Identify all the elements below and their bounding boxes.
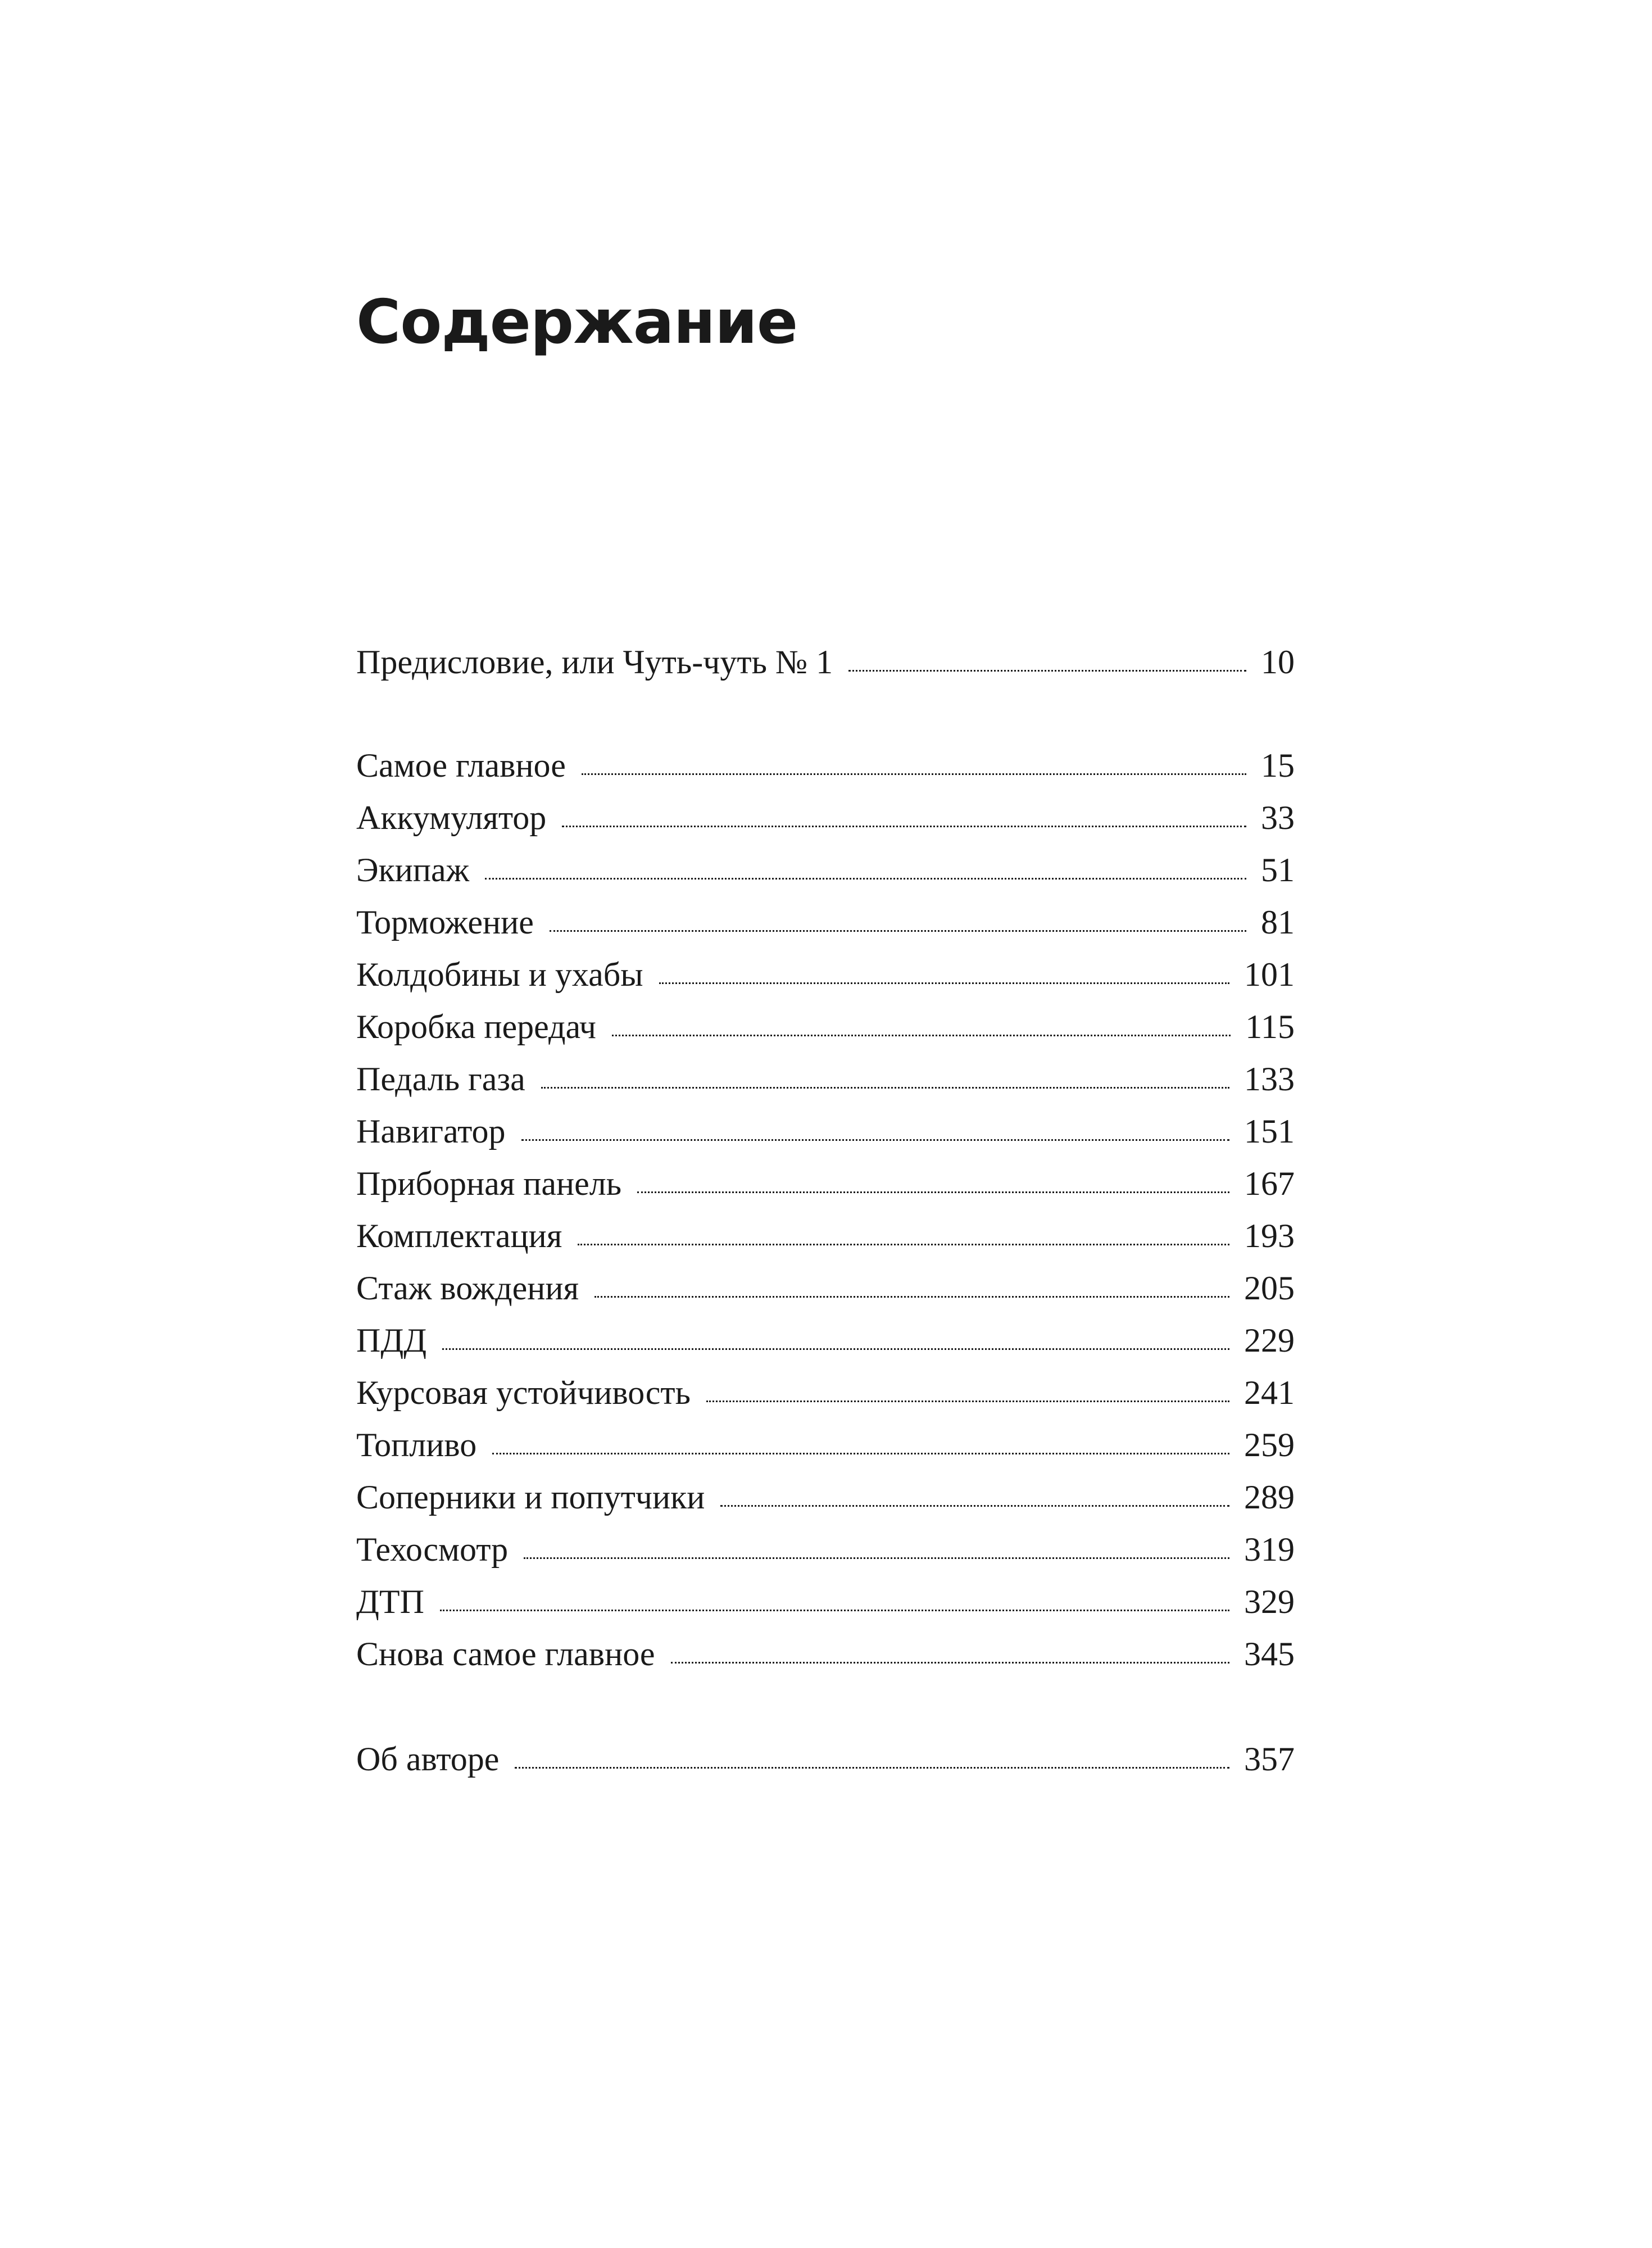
- toc-dot-leader: [848, 670, 1246, 672]
- toc-dot-leader: [562, 826, 1246, 827]
- toc-dot-leader: [671, 1662, 1229, 1664]
- toc-entry[interactable]: [356, 1428, 1295, 1480]
- toc-entry-label: Приборная панель: [356, 1165, 622, 1202]
- toc-entry[interactable]: [356, 1324, 1295, 1376]
- toc-entry[interactable]: [356, 749, 1295, 801]
- toc-entry-label: Курсовая устойчивость: [356, 1374, 691, 1411]
- toc-entry-label: Аккумулятор: [356, 799, 547, 836]
- toc-front-matter: [356, 645, 1295, 697]
- toc-entry[interactable]: [356, 1219, 1295, 1271]
- toc-entry-label: Об авторе: [356, 1741, 500, 1778]
- toc-dot-leader: [578, 1244, 1229, 1245]
- toc-dot-leader: [492, 1453, 1229, 1454]
- toc-entry-page: 10: [1261, 643, 1295, 681]
- toc-entry-page: 205: [1244, 1270, 1295, 1307]
- toc-dot-leader: [706, 1401, 1229, 1402]
- toc-entry-page: 259: [1244, 1426, 1295, 1463]
- toc-dot-leader: [541, 1087, 1229, 1089]
- toc-entry-label: Педаль газа: [356, 1060, 525, 1098]
- toc-entry-page: 51: [1261, 851, 1295, 889]
- toc-entry[interactable]: [356, 1585, 1295, 1637]
- toc-entry-page: 357: [1244, 1741, 1295, 1778]
- toc-entry[interactable]: [356, 1062, 1295, 1114]
- toc-entry-label: Снова самое главное: [356, 1635, 655, 1673]
- toc-entry-page: 81: [1261, 904, 1295, 941]
- toc-dot-leader: [442, 1348, 1229, 1350]
- toc-entry-page: 193: [1244, 1217, 1295, 1254]
- toc-dot-leader: [582, 773, 1246, 775]
- toc-entry-page: 101: [1244, 956, 1295, 993]
- toc-entry-label: Торможение: [356, 904, 534, 941]
- toc-entry-label: Колдобины и ухабы: [356, 956, 643, 993]
- toc-dot-leader: [720, 1505, 1229, 1507]
- toc-entry-about-author[interactable]: [356, 1742, 1295, 1794]
- toc-entry-label: Стаж вождения: [356, 1270, 579, 1307]
- toc-entry[interactable]: [356, 1167, 1295, 1219]
- toc-entry-preface[interactable]: [356, 645, 1295, 697]
- toc-entry-page: 289: [1244, 1479, 1295, 1516]
- toc-dot-leader: [485, 878, 1246, 880]
- toc-entry-page: 133: [1244, 1060, 1295, 1098]
- toc-entry[interactable]: [356, 958, 1295, 1010]
- toc-entry-page: 345: [1244, 1635, 1295, 1673]
- toc-entry[interactable]: [356, 801, 1295, 853]
- toc-dot-leader: [440, 1610, 1229, 1611]
- toc-entry-page: 167: [1244, 1165, 1295, 1202]
- toc-dot-leader: [550, 930, 1246, 932]
- toc-dot-leader: [594, 1296, 1229, 1298]
- toc-entry-page: 229: [1244, 1322, 1295, 1359]
- toc-entry[interactable]: [356, 1637, 1295, 1689]
- toc-entry-page: 241: [1244, 1374, 1295, 1411]
- toc-dot-leader: [659, 982, 1229, 984]
- toc-entry-label: Соперники и попутчики: [356, 1479, 705, 1516]
- toc-entry[interactable]: [356, 1010, 1295, 1062]
- toc-entry-page: 33: [1261, 799, 1295, 836]
- toc-dot-leader: [612, 1035, 1231, 1036]
- toc-entry-label: Комплектация: [356, 1217, 562, 1254]
- toc-dot-leader: [637, 1191, 1229, 1193]
- toc-dot-leader: [521, 1139, 1229, 1141]
- toc-entry[interactable]: [356, 905, 1295, 958]
- toc-entry-label: Техосмотр: [356, 1531, 509, 1568]
- toc-entry-page: 329: [1244, 1583, 1295, 1620]
- toc-entry[interactable]: [356, 1533, 1295, 1585]
- toc-dot-leader: [515, 1767, 1229, 1769]
- toc-entry[interactable]: [356, 1480, 1295, 1533]
- toc-entry-page: 115: [1245, 1008, 1295, 1045]
- toc-entry-page: 151: [1244, 1113, 1295, 1150]
- toc-entry-label: ПДД: [356, 1322, 427, 1359]
- toc-entry[interactable]: [356, 1376, 1295, 1428]
- toc-entry[interactable]: [356, 853, 1295, 905]
- toc-entry[interactable]: [356, 1114, 1295, 1167]
- toc-entry[interactable]: [356, 1271, 1295, 1324]
- toc-entry-label: Экипаж: [356, 851, 470, 889]
- toc-entry-page: 319: [1244, 1531, 1295, 1568]
- toc-entry-label: Топливо: [356, 1426, 477, 1463]
- toc-entry-page: 15: [1261, 747, 1295, 784]
- toc-chapter-list: [356, 749, 1295, 1689]
- toc-entry-label: Предисловие, или Чуть-чуть № 1: [356, 643, 833, 681]
- toc-entry-label: Навигатор: [356, 1113, 506, 1150]
- toc-entry-label: Коробка передач: [356, 1008, 596, 1045]
- page-title: Содержание: [356, 287, 798, 357]
- toc-back-matter: [356, 1742, 1295, 1794]
- toc-entry-label: Самое главное: [356, 747, 566, 784]
- toc-dot-leader: [524, 1557, 1229, 1559]
- toc-entry-label: ДТП: [356, 1583, 424, 1620]
